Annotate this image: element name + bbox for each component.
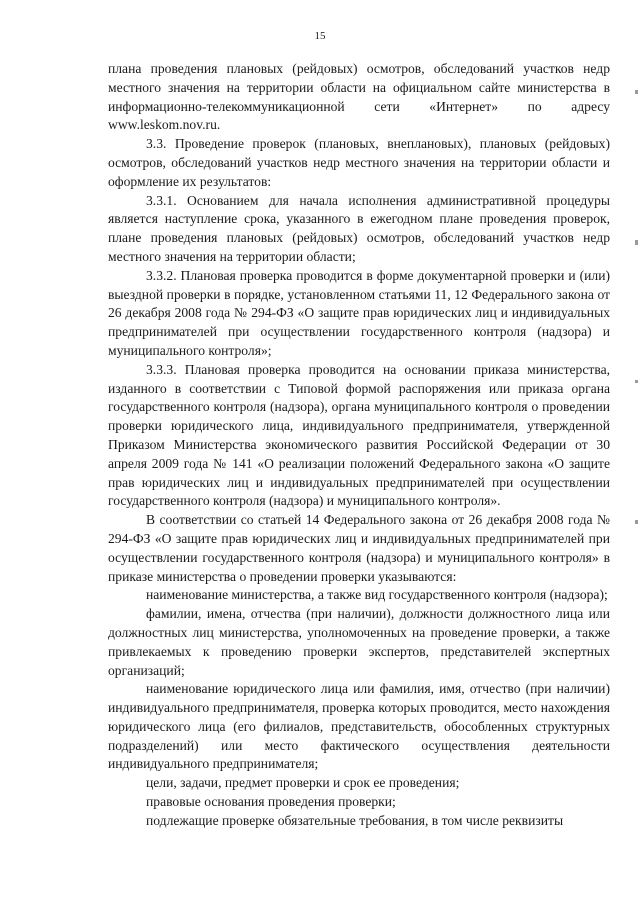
- list-item-goals: цели, задачи, предмет проверки и срок ее проведения;: [146, 775, 460, 791]
- paragraph-3-3-3: 3.3.3. Плановая проверка проводится на основании приказа министерства, изданного в соответствии с Типовой формой распоряжения или приказа органа государственного контроля (надзора), органа муниципального контроля о проведении проверки юридического лица, индивидуального предпринимателя, утвержденной Приказом Министерства экономического развития Российской Федерации от 30 апреля 2009 года № 141 «О реализации положений Федерального закона «О защите прав юридических лиц и индивидуальных предпринимателей при осуществлении государственного контроля (надзора) и муниципального контроля».: [108, 361, 610, 509]
- paragraph-3-3: 3.3. Проведение проверок (плановых, внеплановых), плановых (рейдовых) осмотров, обследований участков недр местного значения на территории области и оформление их результатов:: [108, 136, 610, 189]
- list-item-ministry-name: наименование министерства, а также вид государственного контроля (надзора);: [146, 587, 608, 603]
- scan-edge-mark: [635, 520, 638, 524]
- scan-edge-mark: [635, 240, 638, 245]
- paragraph-continuation: плана проведения плановых (рейдовых) осмотров, обследований участков недр местного значения на территории области на официальном сайте министерства в информационно-телекоммуникационной сети «Интернет» по адресу www.leskom.nov.ru.: [108, 61, 610, 133]
- list-item-requirements: подлежащие проверке обязательные требования, в том числе реквизиты: [146, 812, 564, 828]
- paragraph-3-3-1: 3.3.1. Основанием для начала исполнения административной процедуры является наступление срока, указанного в ежегодном плане проведения проверок, плане проведения плановых (рейдовых) осмотров, обследований участков недр местного значения на территории области;: [108, 192, 610, 264]
- scan-edge-mark: [635, 90, 638, 94]
- document-body: [108, 60, 610, 831]
- scan-edge-mark: [635, 380, 638, 383]
- page-number: 15: [314, 30, 326, 42]
- list-item-legal-entity: наименование юридического лица или фамилия, имя, отчество (при наличии) индивидуального предпринимателя, проверка которых проводится, место нахождения юридического лица (его филиалов, представительств, обособленных структурных подразделений) или место фактического осуществления деятельности индивидуального предпринимателя;: [108, 681, 610, 772]
- paragraph-article-14: В соответствии со статьей 14 Федерального закона от 26 декабря 2008 года № 294-ФЗ «О защите прав юридических лиц и индивидуальных предпринимателей при осуществлении государственного контроля (надзора) и муниципального контроля» в приказе министерства о проведении проверки указываются:: [108, 512, 610, 584]
- paragraph-3-3-2: 3.3.2. Плановая проверка проводится в форме документарной проверки и (или) выездной проверки в порядке, установленном статьями 11, 12 Федерального закона от 26 декабря 2008 года № 294-ФЗ «О защите прав юридических лиц и индивидуальных предпринимателей при осуществлении государственного контроля (надзора) и муниципального контроля»;: [108, 267, 610, 358]
- list-item-legal-basis: правовые основания проведения проверки;: [146, 794, 396, 810]
- list-item-officials: фамилии, имена, отчества (при наличии), должности должностного лица или должностных лиц министерства, уполномоченных на проведение проверки, а также привлекаемых к проведению проверки экспертов, представителей экспертных организаций;: [108, 606, 610, 678]
